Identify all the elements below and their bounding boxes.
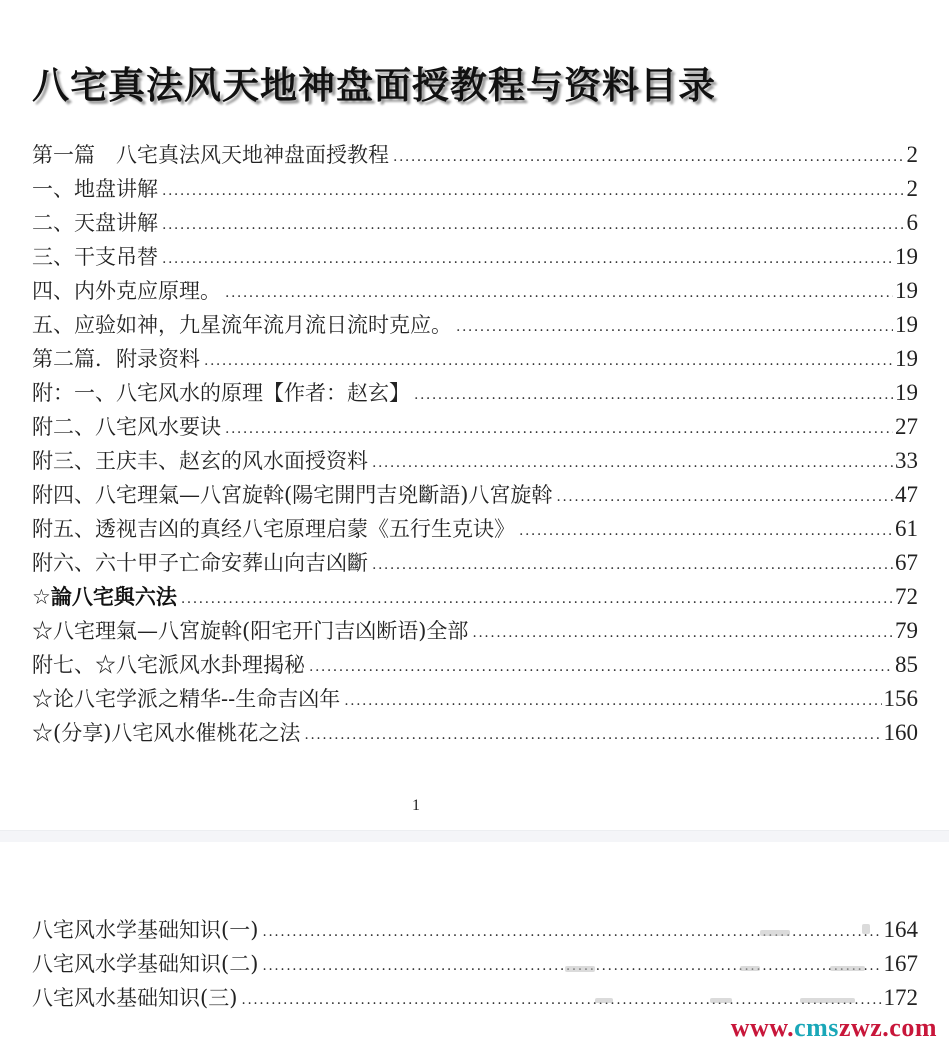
dot-leader [225,412,893,446]
toc-entry-title: ☆(分享)八宅风水催桃花之法 [32,721,301,745]
dot-leader [456,310,893,344]
toc-entry-page: 6 [906,210,918,235]
toc-entry-title: 附七、☆八宅派风水卦理揭秘 [32,653,305,677]
toc-entry[interactable] [32,444,918,478]
scan-artifact [800,998,855,1003]
toc-entry-page: 33 [895,448,918,473]
dot-leader [393,140,905,174]
toc-entry-page: 164 [883,917,918,942]
toc-entry-title: 附三、王庆丰、赵玄的风水面授资料 [32,449,368,473]
toc-entry[interactable] [32,947,918,981]
toc-entry-title: 附二、八宅风水要诀 [32,415,221,439]
scan-artifact [830,966,865,971]
toc-entry[interactable] [32,512,918,546]
toc-entry-title: 三、干支吊替 [32,245,158,269]
dot-leader [344,684,881,718]
toc-entry-title: 八宅风水基础知识(三) [32,986,238,1010]
dot-leader [472,616,893,650]
toc-entry[interactable] [32,716,918,750]
toc-entry-page: 19 [895,244,918,269]
dot-leader [241,983,881,1017]
toc-entry-highlighted[interactable] [32,580,918,614]
scan-artifact [862,924,870,934]
toc-entry[interactable] [32,342,918,376]
toc-entry-title: 第二篇．附录资料 [32,347,200,371]
toc-entry-title: 附六、六十甲子亡命安葬山向吉凶斷 [32,551,368,575]
toc-entry-title: 附四、八宅理氣—八宮旋斡(陽宅開門吉兇斷語)八宮旋斡 [32,483,553,507]
scan-artifact [565,966,595,972]
toc-entry[interactable] [32,274,918,308]
toc-entry-title: 四、内外克应原理。 [32,279,221,303]
watermark-middle: cms [794,1013,839,1042]
toc-entry-title: 五、应验如神，九星流年流月流日流时克应。 [32,313,452,337]
toc-entry-title: 二、天盘讲解 [32,211,158,235]
toc-entry-page: 19 [895,346,918,371]
document-page-2 [0,842,949,1051]
dot-leader [162,208,905,242]
toc-entry[interactable] [32,138,918,172]
toc-entry[interactable] [32,376,918,410]
toc-entry-title: 第一篇 八宅真法风天地神盘面授教程 [32,143,389,167]
toc-entry-title: ☆八宅理氣—八宮旋斡(阳宅开门吉凶断语)全部 [32,619,469,643]
toc-entry-page: 47 [895,482,918,507]
toc-entry-title: 八宅风水学基础知识(二) [32,952,259,976]
toc-entry[interactable] [32,614,918,648]
toc-entry[interactable] [32,981,918,1015]
toc-entry-page: 19 [895,380,918,405]
dot-leader [162,174,905,208]
toc-entry-title: 附：一、八宅风水的原理【作者：赵玄】 [32,381,410,405]
toc-entry-page: 85 [895,652,918,677]
toc-entry-page: 167 [883,951,918,976]
toc-entry-page: 61 [895,516,918,541]
scan-artifact [595,998,613,1003]
toc-entry[interactable] [32,240,918,274]
toc-entry-page: 172 [883,985,918,1010]
toc-entry[interactable] [32,172,918,206]
toc-entry-title: 八宅风水学基础知识(一) [32,918,259,942]
toc-entry[interactable] [32,546,918,580]
scan-artifact [760,930,790,936]
toc-entry[interactable] [32,478,918,512]
toc-entry-page: 67 [895,550,918,575]
toc-entry-page: 156 [883,686,918,711]
toc-entry[interactable] [32,410,918,444]
dot-leader [304,718,881,752]
toc-entry-title: 一、地盘讲解 [32,177,158,201]
scan-artifact [710,998,732,1003]
page-footer-number: 1 [412,797,420,814]
toc-entry-title: ☆论八宅学派之精华--生命吉凶年 [32,687,341,711]
toc-entry[interactable] [32,682,918,716]
table-of-contents [32,138,918,750]
toc-entry-page: 19 [895,312,918,337]
dot-leader [309,650,893,684]
toc-entry[interactable] [32,308,918,342]
dot-leader [225,276,893,310]
dot-leader [181,582,893,616]
toc-entry-page: 79 [895,618,918,643]
table-of-contents-continued [32,913,918,1015]
toc-entry-title: ☆論八宅與六法 [32,585,177,609]
watermark-prefix: www. [730,1013,795,1042]
scan-artifact [740,966,760,971]
toc-entry[interactable] [32,648,918,682]
dot-leader [204,344,893,378]
dot-leader [372,548,893,582]
toc-entry-title: 附五、透视吉凶的真经八宅原理启蒙《五行生克诀》 [32,517,515,541]
toc-entry-page: 27 [895,414,918,439]
watermark-suffix: zwz.com [838,1013,937,1042]
toc-entry-page: 160 [883,720,918,745]
toc-entry[interactable] [32,206,918,240]
dot-leader [556,480,893,514]
document-title: 八宅真法风天地神盘面授教程与资料目录 [32,63,716,107]
toc-entry-page: 19 [895,278,918,303]
toc-entry-page: 72 [895,584,918,609]
dot-leader [162,242,893,276]
dot-leader [519,514,893,548]
toc-entry-page: 2 [906,142,918,167]
dot-leader [414,378,893,412]
toc-entry-page: 2 [906,176,918,201]
dot-leader [372,446,893,480]
website-watermark [731,1013,937,1043]
